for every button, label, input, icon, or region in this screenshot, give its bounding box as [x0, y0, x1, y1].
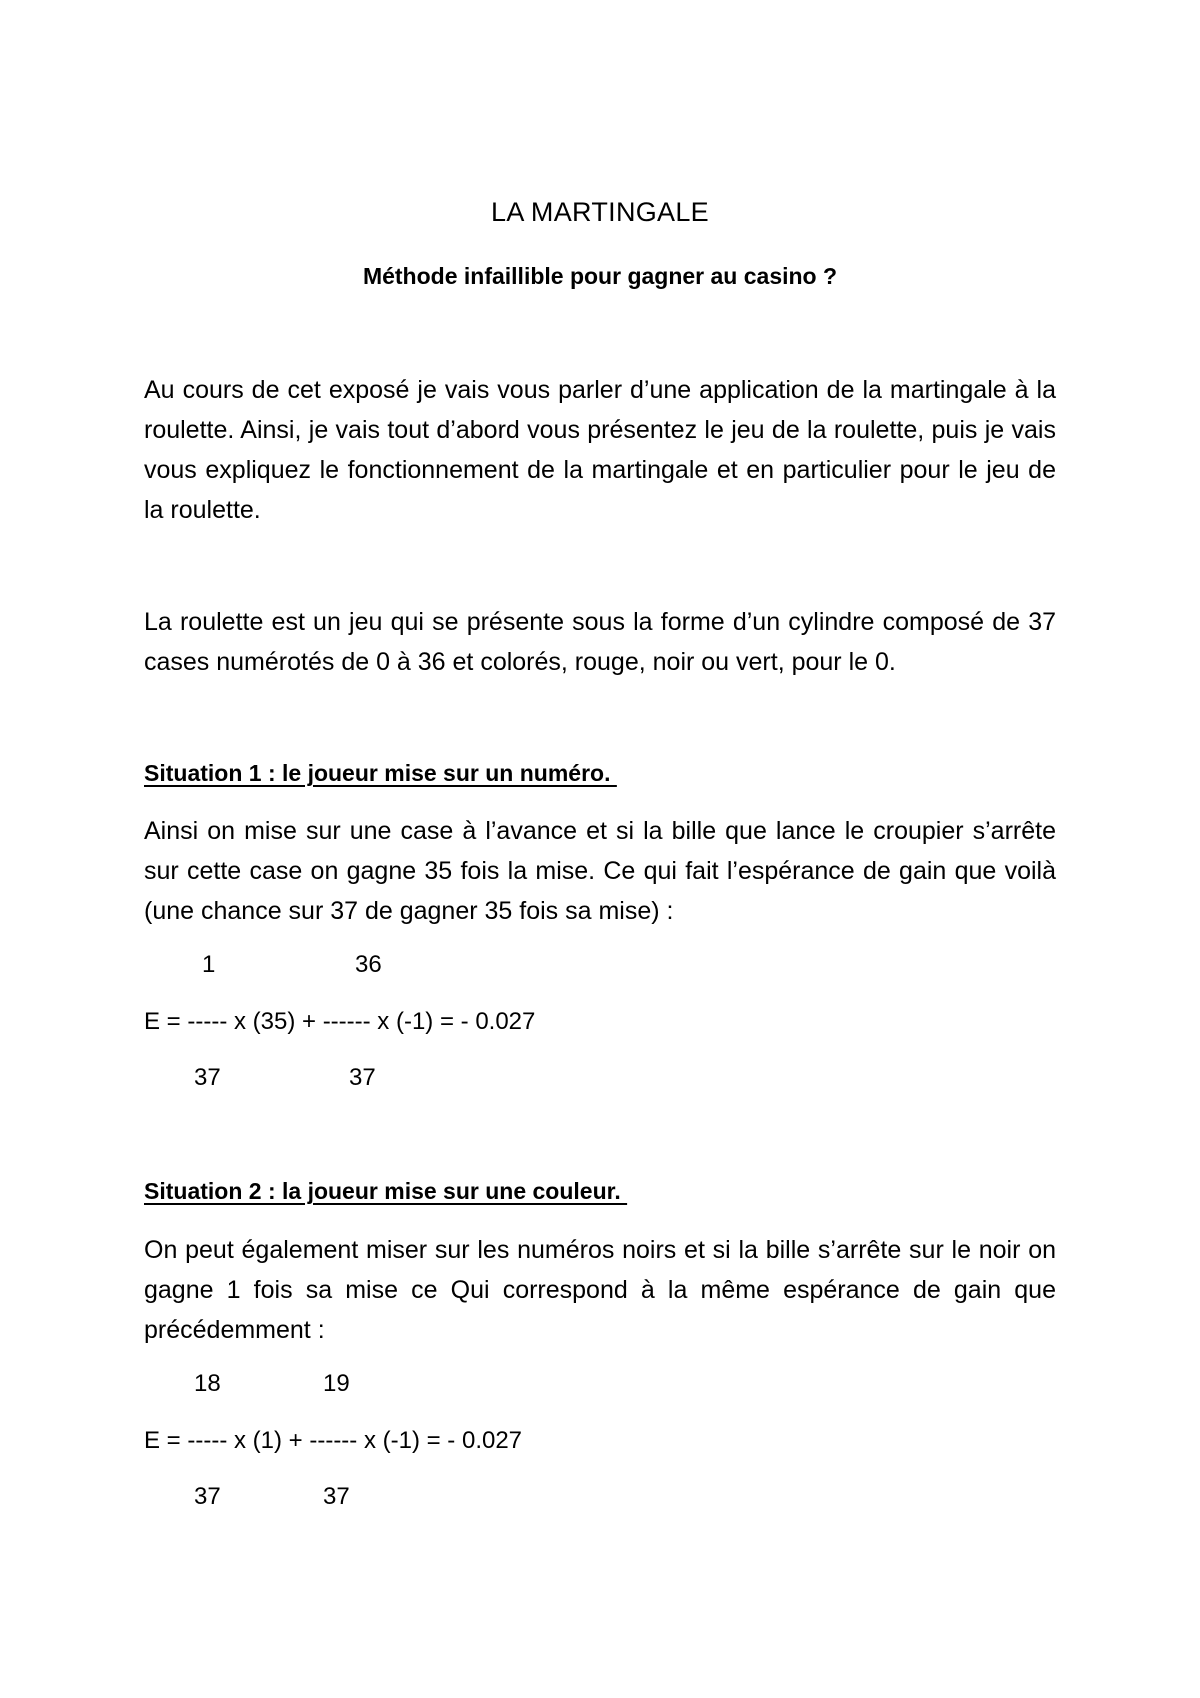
formula-1-numerator-2: 36: [355, 951, 382, 978]
formula-1-numerator-1: 1: [202, 951, 216, 978]
formula-1-denominator-2: 37: [349, 1064, 376, 1091]
formula-2-denominator-1: 37: [194, 1483, 221, 1510]
formula-2-numerator-1: 18: [194, 1370, 221, 1397]
situation-1-text: Ainsi on mise sur une case à l’avance et si la bille que lance le croupier s’arrête sur cette case on gagne 35 fois la mise. Ce qui fait l’espérance de gain que voilà (une chance sur 37 de gagner 35 fois sa mise) :: [144, 817, 1056, 925]
formula-1-denominator-1: 37: [194, 1064, 221, 1091]
situation-2-heading: Situation 2 : la joueur mise sur une couleur.: [144, 1178, 628, 1204]
document-subtitle: Méthode infaillible pour gagner au casino ?: [362, 263, 838, 289]
situation-2-text: On peut également miser sur les numéros noirs et si la bille s’arrête sur le noir on gagne 1 fois sa mise ce Qui correspond à la même espérance de gain que précédemment :: [144, 1236, 1056, 1344]
formula-2-numerator-2: 19: [323, 1370, 350, 1397]
formula-2-denominator-2: 37: [323, 1483, 350, 1510]
formula-1-expression: E = ----- x (35) + ------ x (-1) = - 0.027: [144, 1008, 536, 1035]
roulette-paragraph: La roulette est un jeu qui se présente sous la forme d’un cylindre composé de 37 cases numérotés de 0 à 36 et colorés, rouge, noir ou vert, pour le 0.: [144, 608, 1056, 676]
situation-1-heading: Situation 1 : le joueur mise sur un numéro.: [144, 760, 617, 786]
formula-2-expression: E = ----- x (1) + ------ x (-1) = - 0.027: [144, 1427, 523, 1454]
document-title: LA MARTINGALE: [491, 197, 709, 227]
intro-paragraph: Au cours de cet exposé je vais vous parler d’une application de la martingale à la roulette. Ainsi, je vais tout d’abord vous présentez le jeu de la roulette, puis je vais vous expliquez le fonctionnement de la martingale et en particulier pour le jeu de la roulette.: [144, 376, 1056, 524]
